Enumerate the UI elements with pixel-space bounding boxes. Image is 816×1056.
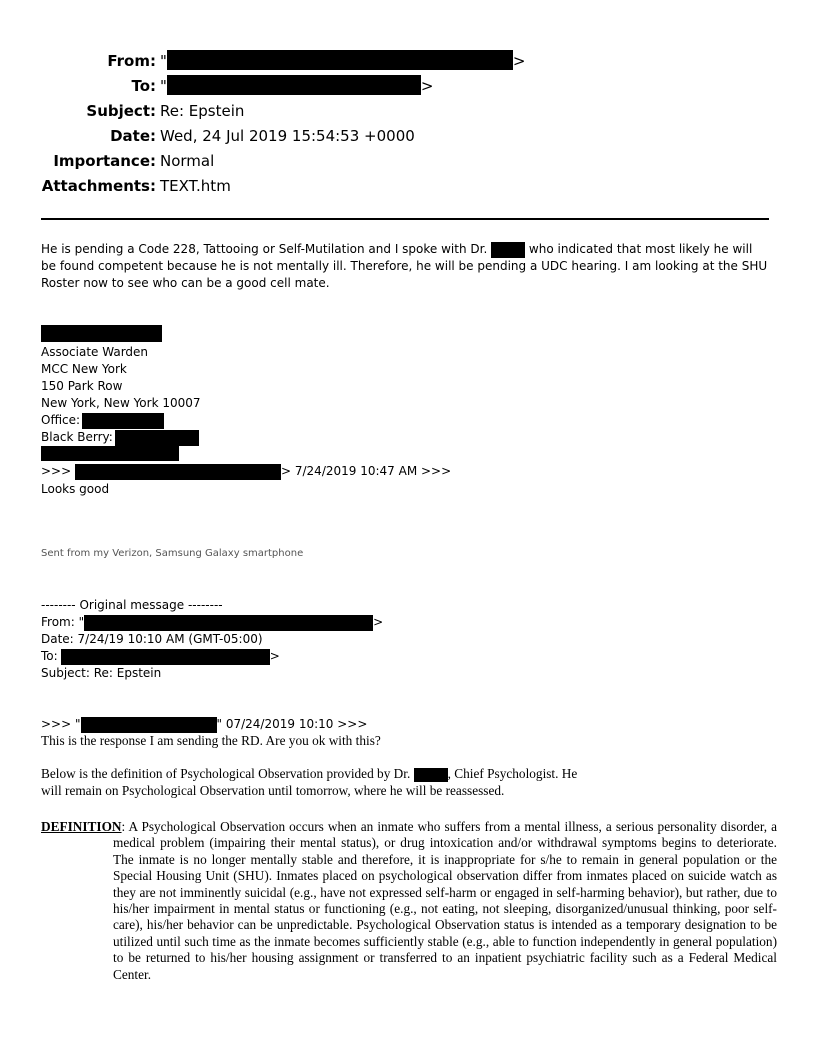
definition-text: : A Psychological Observation occurs when an inmate who suffers from a mental illness, a serious personality disorder, a medical problem (impairing their mental status), or drug intoxication and/or withdrawal symptoms begins to deteriorate. The inmate is no longer mentally stable and therefore, it is inappropriate for s/he to remain in general population or the Special Housing Unit (SHU). Inmates placed on psychological observation differ from inmates placed on suicide watch as they are not imminently suicidal (e.g., have not expressed self-harm or engaged in self-harming behavior), but rather, due to his/her impairment in mental status or functioning (e.g., not eating, not sleeping, disorganized/unusual thinking, poor self-care), his/her behavior can be unpredictable. Psychological Observation status is intended as a temporary designation to be utilized until such time as the inmate becomes sufficiently stable (e.g., able to function independently in general population) to be returned to his/her housing assignment or transferred to an inpatient psychiatric facility such as a Federal Medical Center. (113, 819, 777, 982)
reply-header (41, 463, 451, 480)
attachments-label: Attachments: (41, 177, 156, 195)
office-label: Office: (41, 413, 81, 427)
body-text-part1: He is pending a Code 228, Tattooing or Self-Mutilation and I spoke with Dr. (41, 242, 488, 256)
quoted-suffix: " 07/24/2019 10:10 >>> (216, 717, 368, 731)
redaction-block (41, 446, 179, 461)
attachments-value[interactable]: TEXT.htm (160, 177, 231, 195)
from-row (0, 52, 816, 74)
original-to: To: > (41, 649, 280, 663)
to-label: To: (131, 77, 156, 95)
body-text-part2: who indicated that most likely he will be found competent because he is not mentally ill. Therefore, he will be pending a UDC hearing. I am looking at the SHU Roster now to see who can be a good cell mate. (41, 242, 768, 290)
sent-from-text: Sent from my Verizon, Samsung Galaxy smartphone (41, 548, 304, 559)
attachments-row (0, 177, 816, 199)
definition-block (41, 819, 777, 983)
quoted-para2-line1 (41, 766, 577, 782)
to-row (0, 77, 816, 99)
message-body (41, 241, 771, 292)
redaction-block (167, 75, 421, 95)
sig-blackberry (41, 429, 199, 446)
date-value: Wed, 24 Jul 2019 15:54:53 +0000 (160, 127, 415, 145)
original-subject: Subject: Re: Epstein (41, 666, 162, 680)
reply-suffix: > 7/24/2019 10:47 AM >>> (281, 464, 452, 478)
subject-value: Re: Epstein (160, 102, 245, 120)
sig-org: MCC New York (41, 362, 127, 376)
importance-label: Importance: (53, 152, 156, 170)
date-row (0, 127, 816, 149)
redaction-block (414, 768, 448, 782)
quoted-para2-line2: will remain on Psychological Observation until tomorrow, where he will be reassessed. (41, 783, 505, 798)
importance-value: Normal (160, 152, 215, 170)
quoted-header (41, 716, 367, 733)
header-divider (41, 218, 769, 220)
original-divider: -------- Original message -------- (41, 598, 223, 612)
definition-paragraph (41, 819, 777, 983)
date-label: Date: (110, 127, 156, 145)
redaction-block (61, 649, 270, 665)
para2-part1: Below is the definition of Psychological Observation provided by Dr. (41, 766, 411, 781)
redaction-block (41, 325, 162, 342)
from-label: From: (107, 52, 156, 70)
reply-prefix: >>> (41, 464, 72, 478)
original-from: From: " > (41, 615, 384, 629)
importance-row (0, 152, 816, 174)
blackberry-label: Black Berry: (41, 430, 113, 444)
para2-part2: , Chief Psychologist. He (447, 766, 578, 781)
sig-street: 150 Park Row (41, 379, 123, 393)
quoted-line1: This is the response I am sending the RD. Are you ok with this? (41, 733, 381, 748)
redaction-block (84, 615, 373, 631)
definition-label: DEFINITION (41, 819, 122, 834)
reply-text: Looks good (41, 482, 110, 496)
redaction-block (81, 717, 217, 733)
sig-office (41, 412, 164, 429)
from-value: " > (160, 52, 526, 70)
redaction-block (167, 50, 513, 70)
redaction-block (82, 413, 164, 429)
redaction-block (491, 242, 525, 258)
sig-title: Associate Warden (41, 345, 149, 359)
to-value: " > (160, 77, 434, 95)
subject-label: Subject: (86, 102, 156, 120)
original-from-label: From: " (41, 615, 85, 629)
original-to-label: To: (41, 649, 58, 663)
redaction-block (115, 430, 199, 446)
sig-city: New York, New York 10007 (41, 396, 201, 410)
subject-row (0, 102, 816, 124)
original-date: Date: 7/24/19 10:10 AM (GMT-05:00) (41, 632, 263, 646)
quoted-prefix: >>> " (41, 717, 81, 731)
redaction-block (75, 464, 281, 480)
